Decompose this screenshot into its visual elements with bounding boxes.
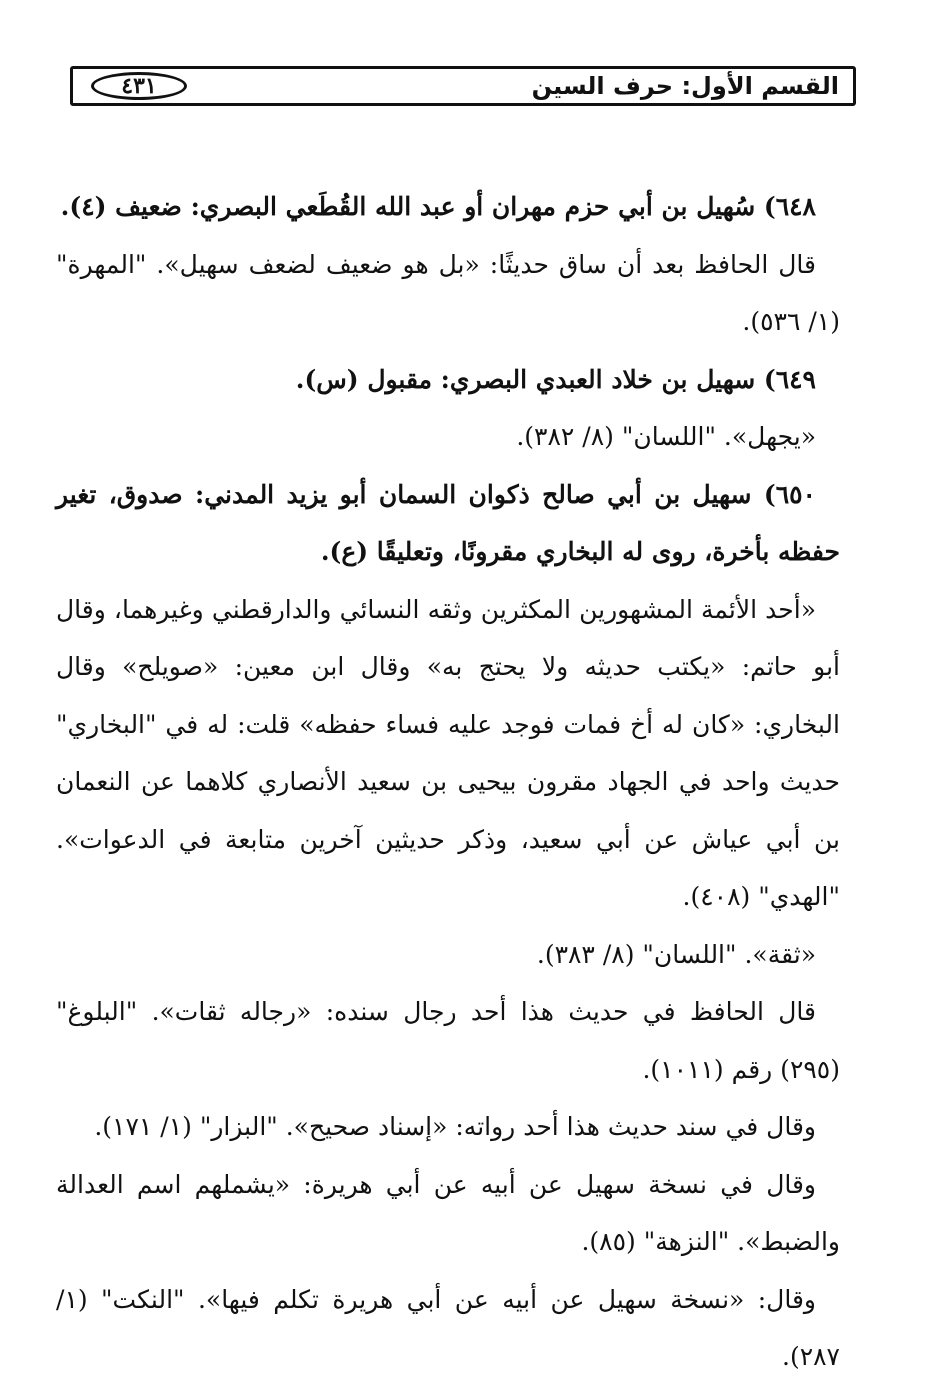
entry-649-commentary: «يجهل». "اللسان" (٨/ ٣٨٢). bbox=[516, 422, 816, 451]
entry-650-commentary-huda: «أحد الأئمة المشهورين المكثرين وثقه النسائي والدارقطني وغيرهما، وقال أبو حاتم: «يكتب حديثه ولا يحتج به» وقال ابن معين: «صويلح» وقال البخاري: «كان له أخ فمات فوجد عليه فساء حفظه» قلت: له في "البخاري" حديث واحد في الجهاد مقرون بيحيى بن سعيد الأنصاري كلاهما عن النعمان بن أبي عياش عن أبي سعيد، وذكر حديثين آخرين متابعة في الدعوات». "الهدي" (٤٠٨). bbox=[56, 594, 840, 911]
entry-650-commentary-nukat: وقال: «نسخة سهيل عن أبيه عن أبي هريرة تكلم فيها». "النكت" (١/ ٢٨٧). bbox=[56, 1284, 840, 1371]
entry-650: ٦٥٠) سهيل بن أبي صالح ذكوان السمان أبو يزيد المدني: صدوق، تغير حفظه بأخرة، روى له البخاري مقرونًا، وتعليقًا (ع). bbox=[56, 479, 840, 566]
entry-649: ٦٤٩) سهيل بن خلاد العبدي البصري: مقبول (س). bbox=[295, 364, 816, 394]
page-number: ٤٣١ bbox=[91, 72, 187, 100]
entry-650-commentary-nuzha: وقال في نسخة سهيل عن أبيه عن أبي هريرة: «يشملهم اسم العدالة والضبط». "النزهة" (٨٥). bbox=[56, 1169, 840, 1256]
running-header bbox=[70, 66, 856, 106]
entry-648-commentary: قال الحافظ بعد أن ساق حديثًا: «بل هو ضعيف لضعف سهيل». "المهرة" (١/ ٥٣٦). bbox=[56, 249, 840, 336]
page-body bbox=[56, 178, 840, 1386]
entry-650-commentary-lisan: «ثقة». "اللسان" (٨/ ٣٨٣). bbox=[536, 939, 816, 969]
running-header-title: القسم الأول: حرف السين bbox=[531, 72, 839, 100]
entry-650-commentary-bulugh: قال الحافظ في حديث هذا أحد رجال سنده: «رجاله ثقات». "البلوغ" (٢٩٥) رقم (١٠١١). bbox=[56, 997, 840, 1084]
entry-648: ٦٤٨) سُهيل بن أبي حزم مهران أو عبد الله القُطَعي البصري: ضعيف (٤). bbox=[60, 192, 816, 221]
entry-650-commentary-bazzar: وقال في سند حديث هذا أحد رواته: «إسناد صحيح». "البزار" (١/ ١٧١). bbox=[94, 1112, 816, 1141]
